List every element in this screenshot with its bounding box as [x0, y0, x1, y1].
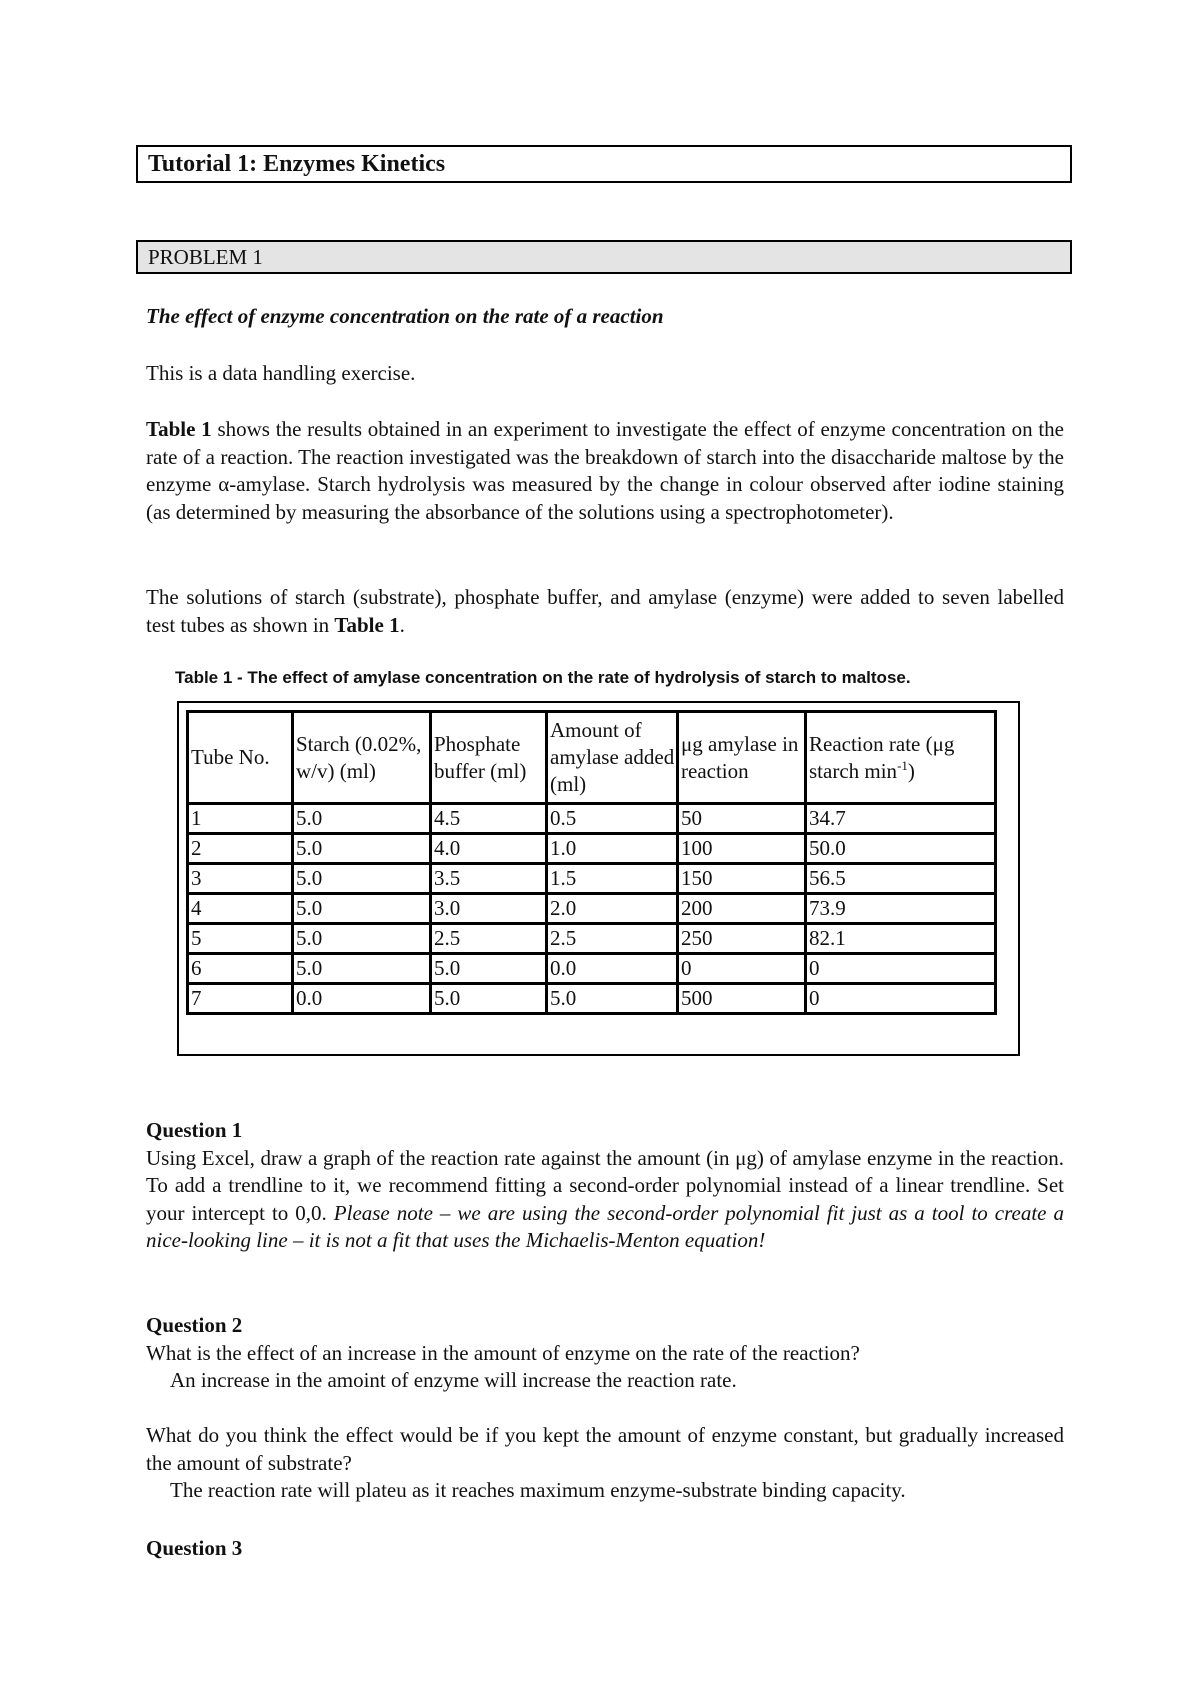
table-cell: 1	[188, 804, 293, 834]
question-1-note: Please note – we are using the second-order polynomial fit just as a tool to create a nice-looking line – it is not a fit that uses the Michaelis-Menton equation!	[146, 1200, 1064, 1252]
table-cell: 2.5	[431, 924, 547, 954]
table-cell: 5.0	[293, 864, 431, 894]
problem-heading: PROBLEM 1	[136, 240, 1072, 274]
question-1	[146, 1117, 1064, 1255]
table-row	[188, 954, 996, 984]
question-1-body	[146, 1145, 1064, 1255]
table-cell: 0	[806, 954, 996, 984]
table-cell: 5.0	[293, 834, 431, 864]
table-row	[188, 804, 996, 834]
table-cell: 100	[678, 834, 806, 864]
table-cell: 500	[678, 984, 806, 1014]
table-cell: 56.5	[806, 864, 996, 894]
table-cell: 5.0	[293, 954, 431, 984]
table-row	[188, 924, 996, 954]
paragraph-1	[146, 416, 1064, 526]
header-cell	[806, 712, 996, 804]
header-cell: Tube No.	[188, 712, 293, 804]
table-caption: Table 1 - The effect of amylase concentration on the rate of hydrolysis of starch to maltose.	[175, 668, 911, 687]
table-cell: 7	[188, 984, 293, 1014]
table-cell: 250	[678, 924, 806, 954]
paragraph-2	[146, 584, 1064, 639]
table-cell: 2.5	[547, 924, 678, 954]
header-text: Reaction rate (μg starch min	[809, 731, 955, 783]
table-cell: 73.9	[806, 894, 996, 924]
paragraph-2-period: .	[399, 612, 405, 637]
table-cell: 0.0	[547, 954, 678, 984]
table-cell: 200	[678, 894, 806, 924]
table-cell: 50	[678, 804, 806, 834]
table-cell: 5.0	[547, 984, 678, 1014]
question-2-answer-a: An increase in the amoint of enzyme will increase the reaction rate.	[170, 1368, 737, 1392]
question-1-title: Question 1	[146, 1118, 243, 1142]
paragraph-1-bold: Table 1	[146, 417, 212, 441]
table-cell: 4.0	[431, 834, 547, 864]
table-cell: 0	[806, 984, 996, 1014]
table-cell: 4.5	[431, 804, 547, 834]
question-2-answer-b: The reaction rate will plateu as it reaches maximum enzyme-substrate binding capacity.	[170, 1478, 906, 1502]
table-cell: 34.7	[806, 804, 996, 834]
table-cell: 5.0	[293, 894, 431, 924]
table-header-row	[188, 712, 996, 804]
table-cell: 50.0	[806, 834, 996, 864]
header-cell: Phosphate buffer (ml)	[431, 712, 547, 804]
table-cell: 82.1	[806, 924, 996, 954]
paragraph-1-text: shows the results obtained in an experiment to investigate the effect of enzyme concentration on the rate of a reaction. The reaction investigated was the breakdown of starch into the disaccharide maltose by the enzyme α-amylase. Starch hydrolysis was measured by the change in colour observed after iodine staining (as determined by measuring the absorbance of the solutions using a spectrophotometer).	[146, 417, 1064, 524]
table-cell: 5	[188, 924, 293, 954]
question-1-text: Using Excel, draw a graph of the reaction rate against the amount (in μg) of amylase enzyme in the reaction. To add a trendline to it, we recommend fitting a second-order polynomial instead of a linear trendline. Set your intercept to 0,0.	[146, 1145, 1064, 1225]
table-cell: 5.0	[431, 984, 547, 1014]
table-cell: 1.5	[547, 864, 678, 894]
table-cell: 1.0	[547, 834, 678, 864]
paragraph-2-bold: Table 1	[334, 612, 400, 637]
question-3-title: Question 3	[146, 1536, 243, 1560]
header-superscript: -1	[897, 757, 908, 773]
spacer	[146, 1395, 1064, 1423]
question-2	[146, 1312, 1064, 1505]
table-cell: 3.0	[431, 894, 547, 924]
table-cell: 2	[188, 834, 293, 864]
table-cell: 4	[188, 894, 293, 924]
table-cell: 5.0	[293, 804, 431, 834]
paragraph-2-text: The solutions of starch (substrate), phosphate buffer, and amylase (enzyme) were added to seven labelled test tubes as shown in	[146, 585, 1064, 637]
header-cell: Starch (0.02%, w/v) (ml)	[293, 712, 431, 804]
table-row	[188, 834, 996, 864]
table-cell: 5.0	[431, 954, 547, 984]
table-cell: 5.0	[293, 924, 431, 954]
header-cell: Amount of amylase added (ml)	[547, 712, 678, 804]
question-2-part-a: What is the effect of an increase in the amount of enzyme on the rate of the reaction?	[146, 1340, 860, 1365]
data-table	[186, 710, 997, 1015]
table-row	[188, 984, 996, 1014]
section-subtitle: The effect of enzyme concentration on the rate of a reaction	[146, 304, 664, 328]
table-cell: 2.0	[547, 894, 678, 924]
page-title: Tutorial 1: Enzymes Kinetics	[136, 145, 1072, 183]
table-row	[188, 864, 996, 894]
table-cell: 6	[188, 954, 293, 984]
table-cell: 3.5	[431, 864, 547, 894]
header-cell: μg amylase in reaction	[678, 712, 806, 804]
question-2-title: Question 2	[146, 1313, 243, 1337]
question-2-part-b: What do you think the effect would be if you kept the amount of enzyme constant, but gradually increased the amount of substrate?	[146, 1423, 1064, 1475]
table-cell: 0	[678, 954, 806, 984]
header-text-end: )	[907, 758, 915, 783]
intro-text: This is a data handling exercise.	[146, 361, 416, 385]
table-cell: 0.5	[547, 804, 678, 834]
table-cell: 150	[678, 864, 806, 894]
table-row	[188, 894, 996, 924]
table-cell: 0.0	[293, 984, 431, 1014]
table-cell: 3	[188, 864, 293, 894]
